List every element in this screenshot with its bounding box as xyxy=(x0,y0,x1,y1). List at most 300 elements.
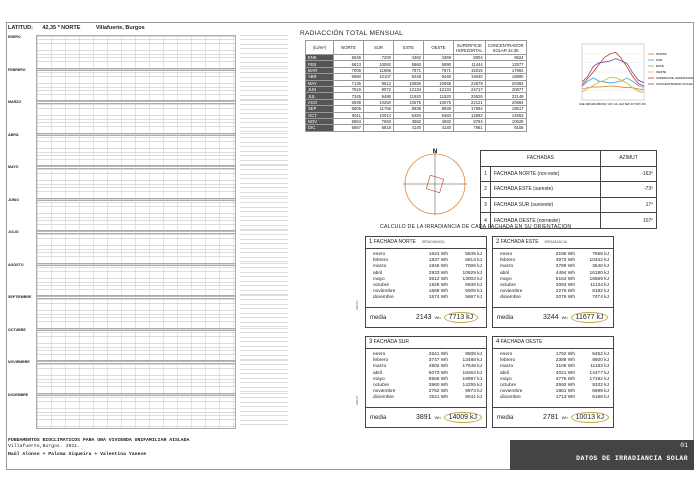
row-wh: 3747 Wh xyxy=(428,358,448,364)
x-tick-label: SEP xyxy=(624,103,630,106)
month-side-list xyxy=(240,360,288,396)
facade-number: 3 xyxy=(481,197,491,213)
row-kj: 9973 kJ xyxy=(465,389,482,395)
legend-label: CONCENTRADOR SOLAR xyxy=(656,82,693,86)
media-wh-unit: Wh xyxy=(434,415,441,420)
row-wh: 3093 Wh xyxy=(555,283,575,289)
value-cell: 10250 xyxy=(364,99,394,105)
row-wh: 3973 Wh xyxy=(555,258,575,264)
facades-header-row xyxy=(481,151,657,167)
row-month: marzo xyxy=(373,364,387,370)
row-month: mayo xyxy=(500,376,512,382)
row-wh: 4902 Wh xyxy=(428,364,448,370)
value-cell: 4582 xyxy=(424,118,454,124)
row-wh: 3612 Wh xyxy=(428,276,448,282)
row-kj: 7474 kJ xyxy=(592,295,609,301)
orientation-compass xyxy=(400,147,470,217)
row-kj: 11134 kJ xyxy=(590,283,609,289)
month-row xyxy=(373,395,483,401)
x-tick-label: NOV xyxy=(635,103,641,106)
month-cell: MAR xyxy=(306,67,334,73)
media-wh-value: 2781 xyxy=(543,414,559,421)
facade-irradiance-box xyxy=(492,336,614,428)
row-wh: 2076 Wh xyxy=(555,295,575,301)
project-authors: Raúl Alonso + Paloma Siqueira + Valentina Yanese xyxy=(8,452,147,458)
row-kj: 17648 kJ xyxy=(462,364,482,370)
radiation-col-header: NORTE xyxy=(334,41,364,55)
value-cell: 11920 xyxy=(424,93,454,99)
value-cell: 4582 xyxy=(394,118,424,124)
value-cell: 17964 xyxy=(485,67,526,73)
month-data-grid xyxy=(36,295,236,331)
media-label: media xyxy=(370,314,387,321)
box-number: 1 xyxy=(369,239,373,245)
row-wh: 3789 Wh xyxy=(555,264,575,270)
box-header xyxy=(493,237,613,249)
media-wh-value: 3244 xyxy=(543,314,559,321)
media-wh-value: 2143 xyxy=(416,314,432,321)
box-header xyxy=(366,237,486,249)
box-number: 2 xyxy=(496,239,500,245)
legend-label: ESTE xyxy=(656,64,664,68)
value-cell: 7693 xyxy=(364,118,394,124)
value-cell: 9448 xyxy=(394,74,424,80)
radiation-table-header xyxy=(306,41,527,55)
month-cell: ENE xyxy=(306,55,334,61)
radiation-col-header: ESTE xyxy=(394,41,424,55)
box-header xyxy=(493,337,613,349)
month-data-grid xyxy=(36,230,236,266)
value-cell: 20384 xyxy=(485,80,526,86)
month-cell: FEB xyxy=(306,61,334,67)
city-name: Villafuerte, Burgos xyxy=(95,25,145,31)
row-kj: 14255 kJ xyxy=(462,383,482,389)
month-side-list xyxy=(240,230,288,266)
row-month: abril xyxy=(373,270,383,276)
x-tick-label: AGO xyxy=(618,103,625,106)
row-month: diciembre xyxy=(373,295,394,301)
month-data-grid xyxy=(36,328,236,364)
facades-header: FACHADAS xyxy=(481,151,601,167)
row-month: diciembre xyxy=(500,395,521,401)
month-name: DICIEMBRE xyxy=(8,392,29,397)
x-tick-label: MAR xyxy=(590,103,596,106)
media-wh-unit: Wh xyxy=(434,315,441,320)
facade-label: FACHADA NORTE (nor-este) xyxy=(491,166,601,182)
box-rows xyxy=(493,249,613,307)
value-cell: 19040 xyxy=(454,74,486,80)
row-kj: 5845 kJ xyxy=(465,252,482,257)
box-facade-name: FACHADA ESTE xyxy=(500,239,539,245)
month-data-grid xyxy=(36,100,236,136)
row-kj: 6005 kJ xyxy=(465,289,482,295)
row-month: enero xyxy=(373,352,386,357)
month-side-list xyxy=(240,263,288,299)
row-kj: 19997 kJ xyxy=(462,376,482,382)
calc-title: CALCULO DE LA IRRADIANCIA DE CADA FACHADA EN SU ORIENTACION xyxy=(380,224,572,230)
month-data-grid xyxy=(36,393,236,429)
value-cell: 12134 xyxy=(394,86,424,92)
row-kj: 7006 kJ xyxy=(465,264,482,270)
value-cell: 22879 xyxy=(454,80,486,86)
value-cell: 12577 xyxy=(485,61,526,67)
latitude-value: 42,35 º NORTE xyxy=(42,25,81,31)
month-name: FEBRERO xyxy=(8,67,26,72)
x-tick-label: JUL xyxy=(613,103,618,106)
row-wh: 2276 Wh xyxy=(555,289,575,295)
row-wh: 1946 Wh xyxy=(428,264,448,270)
row-kj: 14477 kJ xyxy=(589,370,609,376)
project-place: Villafuerte,Burgos. 2011. xyxy=(8,444,80,450)
x-tick-label: DIC xyxy=(641,103,647,106)
value-cell: 10014 xyxy=(364,112,394,118)
row-wh: 1624 Wh xyxy=(428,252,448,257)
table-row xyxy=(306,125,527,131)
value-cell: 6960 xyxy=(334,74,364,80)
value-cell: 10655 xyxy=(394,80,424,86)
month-side-list xyxy=(240,295,288,331)
month-side-list xyxy=(240,100,288,136)
legend-label: SUR xyxy=(656,58,663,62)
month-side-list xyxy=(240,198,288,234)
month-data-grid xyxy=(36,133,236,169)
value-cell: 7200 xyxy=(364,55,394,61)
media-wh-unit: Wh xyxy=(561,315,568,320)
row-kj: 7868 kJ xyxy=(592,252,609,257)
row-kj: 10629 kJ xyxy=(462,270,482,276)
row-kj: 8192 kJ xyxy=(592,289,609,295)
box-facade-name: FACHADA SUR xyxy=(373,339,410,345)
value-cell: 9486 xyxy=(364,93,394,99)
month-cell: OCT xyxy=(306,112,334,118)
facade-irradiance-box xyxy=(492,236,614,328)
row-wh: 1928 Wh xyxy=(428,283,448,289)
value-cell: 9612 xyxy=(364,80,394,86)
radiation-col-header: SUPERFICIE HORIZONTAL xyxy=(454,41,486,55)
row-month: octubre xyxy=(373,383,389,389)
box-media-row xyxy=(366,307,486,327)
month-cell: AGO xyxy=(306,99,334,105)
north-label: N xyxy=(432,149,438,155)
month-cell: ABR xyxy=(306,74,334,80)
row-wh: 3960 Wh xyxy=(428,383,448,389)
value-cell: 6484 xyxy=(394,112,424,118)
row-kj: 6699 kJ xyxy=(592,389,609,395)
x-tick-label: ENE xyxy=(579,103,585,106)
facade-label: FACHADA OESTE (noroeste) xyxy=(491,213,601,229)
box-media-row xyxy=(493,307,613,327)
month-data-grid xyxy=(36,35,236,71)
row-month: mayo xyxy=(500,276,512,282)
value-cell: 11866 xyxy=(364,67,394,73)
value-cell: 5667 xyxy=(334,125,364,131)
box-media-row xyxy=(493,407,613,427)
facade-label: FACHADA SUR (suroeste) xyxy=(491,197,601,213)
value-cell: 9072 xyxy=(364,86,394,92)
value-cell: 5864 xyxy=(334,118,364,124)
value-cell: 4369 xyxy=(424,55,454,61)
row-wh: 1837 Wh xyxy=(428,258,448,264)
row-wh: 5164 Wh xyxy=(555,276,575,282)
value-cell: 10107 xyxy=(364,74,394,80)
media-label: media xyxy=(370,414,387,421)
month-name: AGOSTO xyxy=(8,262,24,267)
vertical-label-2: MEDIA xyxy=(355,395,359,405)
facade-number: 4 xyxy=(481,213,491,229)
row-wh: 2592 Wh xyxy=(555,383,575,389)
row-wh: 1713 Wh xyxy=(555,395,575,401)
row-month: noviembre xyxy=(500,389,523,395)
month-data-grid xyxy=(36,165,236,201)
value-cell: 20884 xyxy=(485,99,526,105)
row-month: noviembre xyxy=(373,289,396,295)
month-side-list xyxy=(240,35,288,71)
row-month: octubre xyxy=(500,383,516,389)
row-month: mayo xyxy=(373,276,385,282)
row-wh: 5555 Wh xyxy=(428,376,448,382)
box-facade-name: FACHADA OESTE xyxy=(500,339,543,345)
month-row xyxy=(373,295,483,301)
row-month: enero xyxy=(500,252,513,257)
row-kj: 10342 kJ xyxy=(589,258,609,264)
value-cell: 6611 xyxy=(334,112,364,118)
value-cell: 7871 xyxy=(424,67,454,73)
monthly-data-panel xyxy=(8,25,288,425)
row-wh: 5073 Wh xyxy=(428,370,448,376)
month-name: JUNIO xyxy=(8,197,19,202)
radiation-col-header: CONCENTRADOR SOLAR 42,35 xyxy=(485,41,526,55)
project-title: FUNDAMENTOS BIOCLIMATICOS PARA UNA VIVIENDA UNIFAMILIAR AISLADA xyxy=(8,438,190,443)
row-wh: 1861 Wh xyxy=(555,389,575,395)
row-month: febrero xyxy=(373,358,389,364)
legend-label: NORTE xyxy=(656,52,667,56)
sheet-number: 01 xyxy=(680,442,688,449)
box-header xyxy=(366,337,486,349)
row-kj: 18589 kJ xyxy=(589,276,609,282)
title-block xyxy=(510,440,694,470)
media-wh-value: 3891 xyxy=(416,414,432,421)
box-number: 4 xyxy=(496,339,500,345)
legend-label: OESTE xyxy=(656,70,667,74)
value-cell: 9624 xyxy=(485,55,526,61)
x-tick-label: ABR xyxy=(596,103,602,106)
value-cell: 8939 xyxy=(394,106,424,112)
value-cell: 4140 xyxy=(394,125,424,131)
value-cell: 5890 xyxy=(424,61,454,67)
value-cell: 6613 xyxy=(334,61,364,67)
row-kj: 6939 kJ xyxy=(465,283,482,289)
media-kj-value: 14009 kJ xyxy=(444,412,482,423)
value-cell: 9158 xyxy=(485,125,526,131)
facade-azimut: -163º xyxy=(601,166,657,182)
vertical-label: MEDIA xyxy=(355,300,359,310)
value-cell: 11756 xyxy=(364,106,394,112)
row-wh: 1792 Wh xyxy=(555,352,575,357)
value-cell: 20877 xyxy=(485,86,526,92)
row-wh: 4021 Wh xyxy=(555,370,575,376)
row-month: marzo xyxy=(500,364,514,370)
value-cell: 22121 xyxy=(454,99,486,105)
legend-label: SUPERFICIE HORIZONTAL xyxy=(656,76,694,80)
row-wh: 1668 Wh xyxy=(428,289,448,295)
media-label: media xyxy=(497,314,514,321)
media-kj-value: 7713 kJ xyxy=(444,312,479,323)
row-kj: 9041 kJ xyxy=(465,395,482,401)
radiation-col-header: (kJ/m²) xyxy=(306,41,334,55)
month-name: ABRIL xyxy=(8,132,19,137)
radiation-col-header: SUR xyxy=(364,41,394,55)
value-cell: 25526 xyxy=(454,93,486,99)
row-month: febrero xyxy=(500,258,516,264)
facade-irradiance-box xyxy=(365,336,487,428)
facade-number: 1 xyxy=(481,166,491,182)
month-name: ENERO xyxy=(8,35,21,39)
value-cell: 12592 xyxy=(454,112,486,118)
value-cell: 7871 xyxy=(394,67,424,73)
row-month: febrero xyxy=(373,258,389,264)
x-tick-label: FEB xyxy=(585,103,590,106)
row-wh: 4776 Wh xyxy=(555,376,575,382)
value-cell: 19890 xyxy=(485,74,526,80)
value-cell: 14553 xyxy=(485,112,526,118)
facades-table xyxy=(480,150,657,229)
row-kj: 6613 kJ xyxy=(465,258,482,264)
radiation-col-header: OESTE xyxy=(424,41,454,55)
month-cell: MAY xyxy=(306,80,334,86)
row-kj: 9508 kJ xyxy=(465,352,482,357)
facade-azimut: -73º xyxy=(601,182,657,198)
value-cell: 15015 xyxy=(454,67,486,73)
row-month: octubre xyxy=(373,283,389,289)
value-cell: 6605 xyxy=(334,106,364,112)
value-cell: 6818 xyxy=(364,125,394,131)
row-month: abril xyxy=(373,370,383,376)
row-month: abril xyxy=(500,370,510,376)
media-kj-value: 11677 kJ xyxy=(571,312,609,323)
month-data-grid xyxy=(36,360,236,396)
latitude-label: LATITUD: xyxy=(8,25,33,31)
value-cell: 7345 xyxy=(334,93,364,99)
box-rows xyxy=(366,249,486,307)
x-tick-label: OCT xyxy=(630,103,636,106)
value-cell: 24717 xyxy=(454,86,486,92)
row-wh: 4494 Wh xyxy=(555,270,575,276)
row-month: octubre xyxy=(500,283,516,289)
row-month: marzo xyxy=(373,264,387,270)
facade-row xyxy=(481,197,657,213)
value-cell: 8004 xyxy=(454,55,486,61)
value-cell: 7135 xyxy=(334,80,364,86)
row-kj: 5667 kJ xyxy=(465,295,482,301)
month-name: MAYO xyxy=(8,165,19,169)
value-cell: 19517 xyxy=(485,106,526,112)
month-side-list xyxy=(240,165,288,201)
value-cell: 7516 xyxy=(334,86,364,92)
row-kj: 8600 kJ xyxy=(592,358,609,364)
radiation-line-chart xyxy=(578,40,694,112)
month-name: SEPTIEMBRE xyxy=(8,295,32,299)
month-side-list xyxy=(240,393,288,429)
radiation-table-body xyxy=(306,55,527,132)
month-row xyxy=(500,295,610,301)
value-cell: 9448 xyxy=(424,74,454,80)
month-block xyxy=(8,393,288,431)
facade-azimut: 107º xyxy=(601,213,657,229)
radiation-table xyxy=(305,40,527,132)
row-kj: 16180 kJ xyxy=(589,270,609,276)
month-data-grid xyxy=(36,68,236,104)
month-side-list xyxy=(240,133,288,169)
azimut-header: AZIMUT xyxy=(601,151,657,167)
x-tick-label: JUN xyxy=(607,103,613,106)
value-cell: 8764 xyxy=(454,118,486,124)
row-wh: 2933 Wh xyxy=(428,270,448,276)
row-wh: 2389 Wh xyxy=(555,358,575,364)
box-number: 3 xyxy=(369,339,373,345)
row-kj: 18263 kJ xyxy=(462,370,482,376)
month-cell: JUN xyxy=(306,86,334,92)
value-cell: 5845 xyxy=(334,55,364,61)
row-wh: 3106 Wh xyxy=(555,364,575,370)
facade-irradiance-box xyxy=(365,236,487,328)
row-month: enero xyxy=(500,352,513,357)
facade-row xyxy=(481,166,657,182)
row-month: diciembre xyxy=(373,395,394,401)
box-facade-name: FACHADA NORTE xyxy=(373,239,416,245)
value-cell: 10629 xyxy=(485,118,526,124)
box-subtitle: IRRADIANCIA xyxy=(544,240,568,244)
month-side-list xyxy=(240,68,288,104)
month-row xyxy=(500,395,610,401)
row-wh: 2511 Wh xyxy=(429,395,448,401)
row-wh: 1574 Wh xyxy=(428,295,448,301)
row-wh: 2762 Wh xyxy=(428,389,448,395)
sheet-title: DATOS DE IRRADIANCIA SOLAR xyxy=(576,455,688,462)
value-cell: 4140 xyxy=(424,125,454,131)
month-side-list xyxy=(240,328,288,364)
month-name: NOVIEMBRE xyxy=(8,360,30,364)
row-month: diciembre xyxy=(500,295,521,301)
row-kj: 17192 kJ xyxy=(589,376,609,382)
month-cell: DIC xyxy=(306,125,334,131)
value-cell: 12134 xyxy=(424,86,454,92)
row-kj: 13488 kJ xyxy=(462,358,482,364)
footer-info xyxy=(8,438,189,459)
value-cell: 6939 xyxy=(334,99,364,105)
month-cell: JUL xyxy=(306,93,334,99)
value-cell: 7006 xyxy=(334,67,364,73)
row-month: noviembre xyxy=(500,289,523,295)
value-cell: 10655 xyxy=(424,80,454,86)
media-kj-value: 10013 kJ xyxy=(571,412,609,423)
row-month: abril xyxy=(500,270,510,276)
row-month: febrero xyxy=(500,358,516,364)
facade-number: 2 xyxy=(481,182,491,198)
row-month: noviembre xyxy=(373,389,396,395)
month-name: MARZO xyxy=(8,100,22,104)
row-kj: 6168 kJ xyxy=(592,395,609,401)
value-cell: 17594 xyxy=(454,106,486,112)
value-cell: 10082 xyxy=(364,61,394,67)
value-cell: 5860 xyxy=(394,61,424,67)
month-cell: NOV xyxy=(306,118,334,124)
radiation-title: RADIACCIÓN TOTAL MENSUAL xyxy=(300,30,404,37)
row-kj: 11183 kJ xyxy=(590,364,609,370)
latitude-header xyxy=(8,25,288,31)
value-cell: 4362 xyxy=(394,55,424,61)
value-cell: 11920 xyxy=(394,93,424,99)
facade-label: FACHADA ESTE (sureste) xyxy=(491,182,601,198)
